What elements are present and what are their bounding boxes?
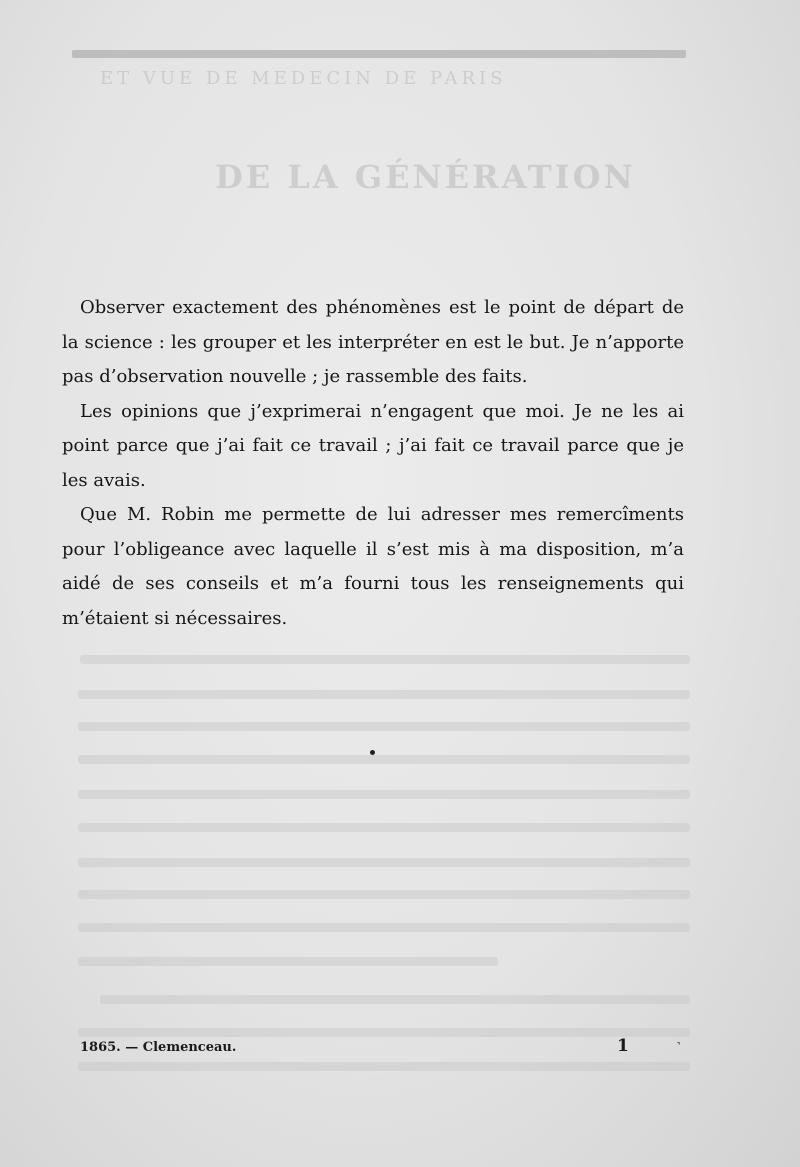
bleed-through-line [78, 858, 690, 867]
sheet-number: 1 [617, 1036, 629, 1056]
bleed-through-title: DE LA GÉNÉRATION [215, 158, 636, 196]
bleed-through-line [80, 655, 690, 664]
preface-paragraph: Les opinions que j’exprimerai n’engagent que moi. Je ne les ai point parce que j’ai fait ce travail ; j’ai fait ce travail parce que je les avais. [62, 400, 684, 491]
footer-signature: 1865. — Clemenceau. [80, 1040, 237, 1055]
header-rule [72, 50, 686, 58]
bleed-through-line [78, 1062, 690, 1071]
ink-speck [370, 750, 375, 755]
bleed-through-line [78, 923, 690, 932]
bleed-through-line [78, 1028, 690, 1037]
preface-paragraph: Observer exactement des phénomènes est le point de départ de la science : les grouper et les interpréter en est le but. Je n’apporte pas d’observation nouvelle ; je rassemble des faits. [62, 297, 684, 387]
bleed-through-line [78, 690, 690, 699]
bleed-through-line [78, 790, 690, 799]
preface-body [62, 291, 684, 636]
bleed-through-header: ET VUE DE MEDECIN DE PARIS [100, 68, 507, 89]
printer-mark: ˺ [676, 1038, 681, 1056]
bleed-through-line [78, 890, 690, 899]
bleed-through-line [78, 957, 498, 966]
bleed-through-line [100, 995, 690, 1004]
bleed-through-line [78, 722, 690, 731]
bleed-through-line [78, 755, 690, 764]
bleed-through-line [78, 823, 690, 832]
preface-paragraph: Que M. Robin me permette de lui adresser mes remercîments pour l’obligeance avec laquelle il s’est mis à ma disposition, m’a aidé de ses conseils et m’a fourni tous les renseignements qui m’étaient si nécessaires. [62, 504, 684, 629]
